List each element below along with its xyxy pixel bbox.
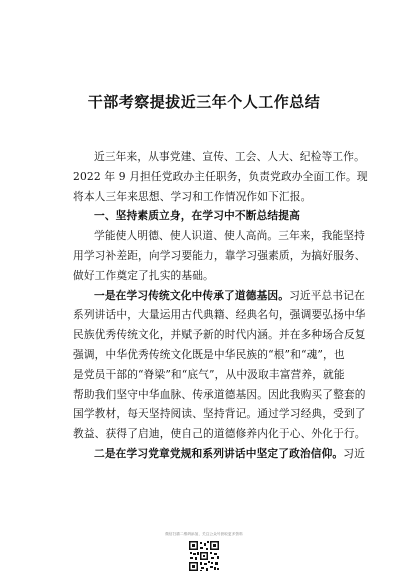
paragraph-line: 系列讲话中，大量运用古代典籍、经典名句，强调要弘扬中华 (73, 308, 366, 322)
paragraph-line: 将本人三年来思想、学习和工作情况作如下汇报。 (73, 189, 312, 203)
paragraph-line (73, 444, 365, 464)
paragraph-line: 近三年来，从事党建、宣传、工会、人大、纪检等工作。 (94, 150, 365, 163)
inline-text: 习近平总书记在 (289, 288, 365, 302)
bold-lead-text: 一是在学习传统文化中传承了道德基因。 (94, 288, 290, 302)
paragraph-line: 教益、获得了启迪，使自己的道德修养内化于心、外化于行。 (73, 427, 366, 441)
document-title: 干部考察提拔近三年个人工作总结 (87, 93, 321, 111)
paragraph-line: 是党员干部的“脊梁”和“底气”，从中汲取丰富营养，就能 (73, 367, 345, 381)
paragraph-line: 强调，中华优秀传统文化既是中华民族的“根”和“魂”，也 (73, 347, 345, 361)
paragraph-line: 国学教材，每天坚持阅读、坚持背记。通过学习经典，受到了 (73, 407, 366, 421)
paragraph-line (73, 286, 365, 306)
inline-text: 习近 (343, 446, 365, 460)
paragraph-line: 学能使人明德、使人识道、使人高尚。三年来，我能坚持 (94, 229, 365, 243)
paragraph-line: 2022 年 9 月担任党政办主任职务，负责党政办全面工作。现 (73, 169, 368, 183)
paragraph-line: 民族优秀传统文化，并赋予新的时代内涵。并在多种场合反复 (73, 328, 366, 342)
paragraph-line: 做好工作奠定了扎实的基础。 (73, 268, 214, 282)
document-body (73, 147, 368, 464)
paragraph-line: 帮助我们坚守中华血脉、传承道德基因。因此我购买了整套的 (73, 387, 366, 401)
bold-lead-text: 二是在学习党章党规和系列讲话中坚定了政治信仰。 (94, 446, 344, 460)
section-heading: 一、坚持素质立身，在学习中不断总结提高 (94, 209, 300, 223)
footer-caption: 微信扫描二维码添加，关注公众号获取更多资料 (165, 532, 243, 536)
paragraph-line: 用学习补差距，向学习要能力，靠学习强素质，为搞好服务、 (73, 248, 366, 262)
qr-code-icon (188, 540, 220, 572)
